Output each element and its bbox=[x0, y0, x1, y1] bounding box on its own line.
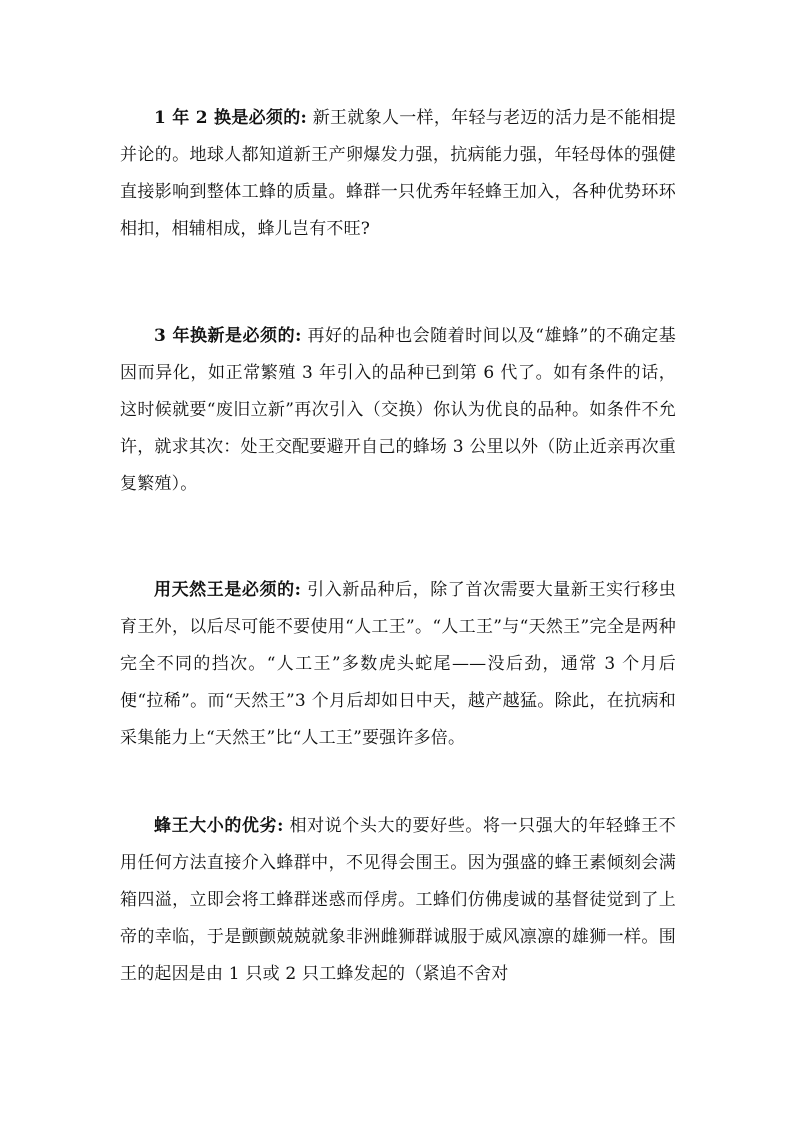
paragraph-annual-queen-replacement bbox=[120, 100, 676, 248]
paragraph-body: 再好的品种也会随着时间以及“雄蜂”的不确定基因而异化，如正常繁殖 3 年引入的品种已到第 6 代了。如有条件的话，这时候就要“废旧立新”再次引入（交换）你认为优良的品种。如条件不允许，就求其次：处王交配要避开自己的蜂场 3 公里以外（防止近亲再次重复繁殖）。 bbox=[120, 326, 676, 494]
paragraph-queen-size bbox=[120, 808, 676, 993]
paragraph-body: 新王就象人一样，年轻与老迈的活力是不能相提并论的。地球人都知道新王产卵爆发力强，抗病能力强，年轻母体的强健直接影响到整体工蜂的质量。蜂群一只优秀年轻蜂王加入，各种优势环环相扣，相辅相成，蜂儿岂有不旺? bbox=[120, 108, 676, 239]
paragraph-body: 相对说个头大的要好些。将一只强大的年轻蜂王不用任何方法直接介入蜂群中，不见得会围王。因为强盛的蜂王素倾刻会满箱四溢，立即会将工蜂群迷惑而俘虏。工蜂们仿佛虔诚的基督徒觉到了上帝的幸临，于是颤颤兢兢就象非洲雌狮群诚服于威风凛凛的雄狮一样。围王的起因是由 1 只或 2 只工蜂发起的（紧追不舍对 bbox=[120, 816, 676, 984]
paragraph-lead: 蜂王大小的优劣: bbox=[154, 816, 284, 836]
paragraph-three-year-renewal bbox=[120, 318, 676, 503]
paragraph-natural-queen bbox=[120, 572, 676, 757]
paragraph-lead: 1 年 2 换是必须的: bbox=[154, 108, 308, 128]
paragraph-body: 引入新品种后，除了首次需要大量新王实行移虫育王外，以后尽可能不要使用“人工王”。“人工王”与“天然王”完全是两种完全不同的挡次。“人工王”多数虎头蛇尾——没后劲，通常 3 个月后便“拉稀”。而“天然王”3 个月后却如日中天，越产越猛。除此，在抗病和采集能力上“天然王”比“人工王”要强许多倍。 bbox=[120, 580, 676, 748]
paragraph-lead: 3 年换新是必须的: bbox=[154, 326, 302, 346]
paragraph-lead: 用天然王是必须的: bbox=[154, 580, 302, 600]
